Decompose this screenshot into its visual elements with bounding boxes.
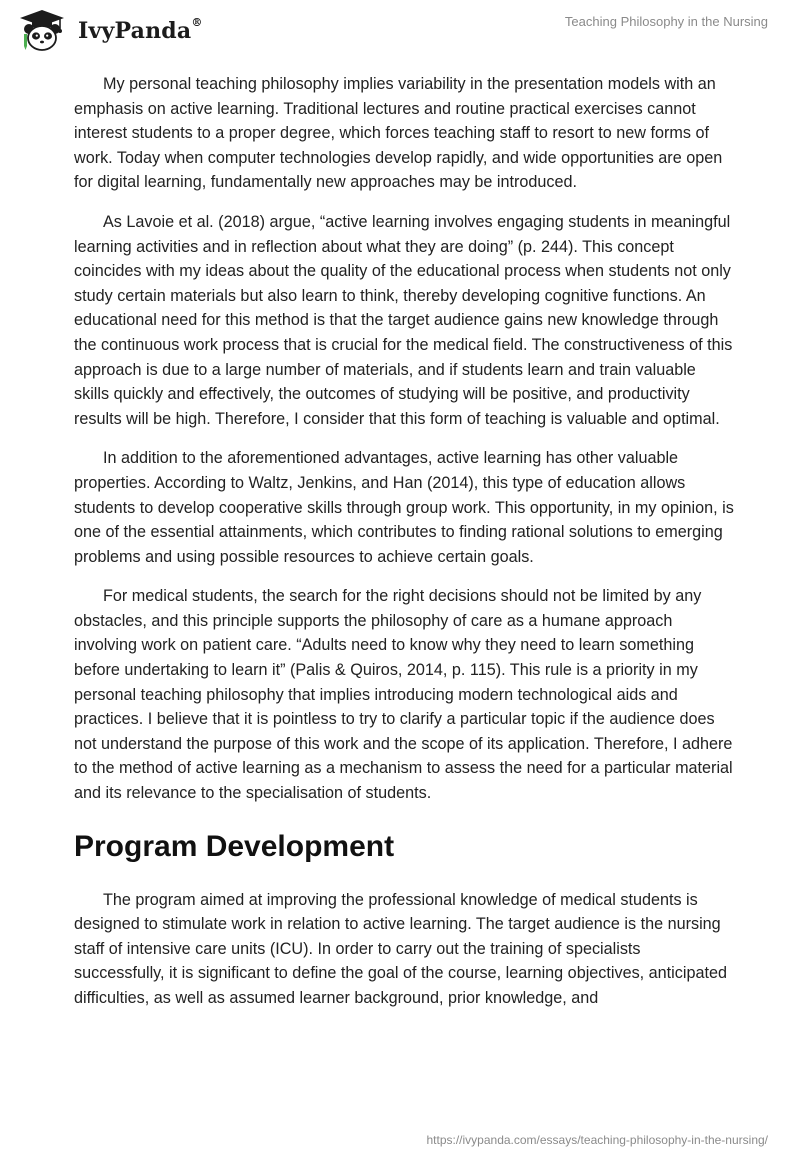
paragraph: The program aimed at improving the professional knowledge of medical students is designed to stimulate work in relation to active learning. The target audience is the nursing staff of intensive care units (ICU). In order to carry out the training of specialists successfully, it is significant to define the goal of the course, learning objectives, anticipated difficulties, as well as assumed learner background, prior knowledge, and <box>74 890 727 1007</box>
panda-graduate-icon <box>14 8 70 52</box>
paragraph: In addition to the aforementioned advantages, active learning has other valuable properties. According to Waltz, Jenkins, and Han (2014), this type of education allows students to develop cooperative skills through group work. This opportunity, in my opinion, is one of the essential attainments, which contributes to finding rational solutions to emerging problems and using possible resources to achieve certain goals. <box>74 449 734 566</box>
ivypanda-logo[interactable] <box>14 8 203 52</box>
registered-mark: ® <box>191 15 203 29</box>
paragraph: For medical students, the search for the right decisions should not be limited by any obstacles, and this principle supports the philosophy of care as a humane approach involving work on patient care. “Adults need to know why they need to learn something before undertaking to learn it” (Palis & Quiros, 2014, p. 115). This rule is a priority in my personal teaching philosophy that implies introducing modern technological aids and practices. I believe that it is pointless to try to clarify a particular topic if the audience does not understand the purpose of this work and the scope of its application. Therefore, I adhere to the method of active learning as a mechanism to assess the need for a particular material and its relevance to the specialisation of students. <box>74 587 733 803</box>
paragraph: My personal teaching philosophy implies variability in the presentation models with an emphasis on active learning. Traditional lectures and routine practical exercises cannot interest students to a proper degree, which forces teaching staff to resort to new forms of work. Today when computer technologies develop rapidly, and wide opportunities are open for digital learning, fundamentally new approaches may be introduced. <box>74 75 723 192</box>
logo-wordmark <box>78 15 203 44</box>
section-heading: Program Development <box>74 829 395 863</box>
logo-name: IvyPanda <box>78 18 192 44</box>
running-title: Teaching Philosophy in the Nursing <box>564 14 768 29</box>
source-url[interactable]: https://ivypanda.com/essays/teaching-philosophy-in-the-nursing/ <box>426 1133 768 1147</box>
essay-content <box>74 72 734 1026</box>
paragraph: As Lavoie et al. (2018) argue, “active learning involves engaging students in meaningful learning activities and in reflection about what they are doing” (p. 244). This concept coincides with my ideas about the quality of the educational process when students not only study certain materials but also learn to think, thereby developing cognitive functions. An educational need for this method is that the target audience gains new knowledge through the continuous work process that is crucial for the medical field. The constructiveness of this approach is due to a large number of materials, and if students learn and train valuable skills quickly and effectively, the outcomes of studying will be positive, and productivity results will be high. Therefore, I consider that this form of teaching is valuable and optimal. <box>74 212 733 428</box>
page-header <box>0 0 800 60</box>
